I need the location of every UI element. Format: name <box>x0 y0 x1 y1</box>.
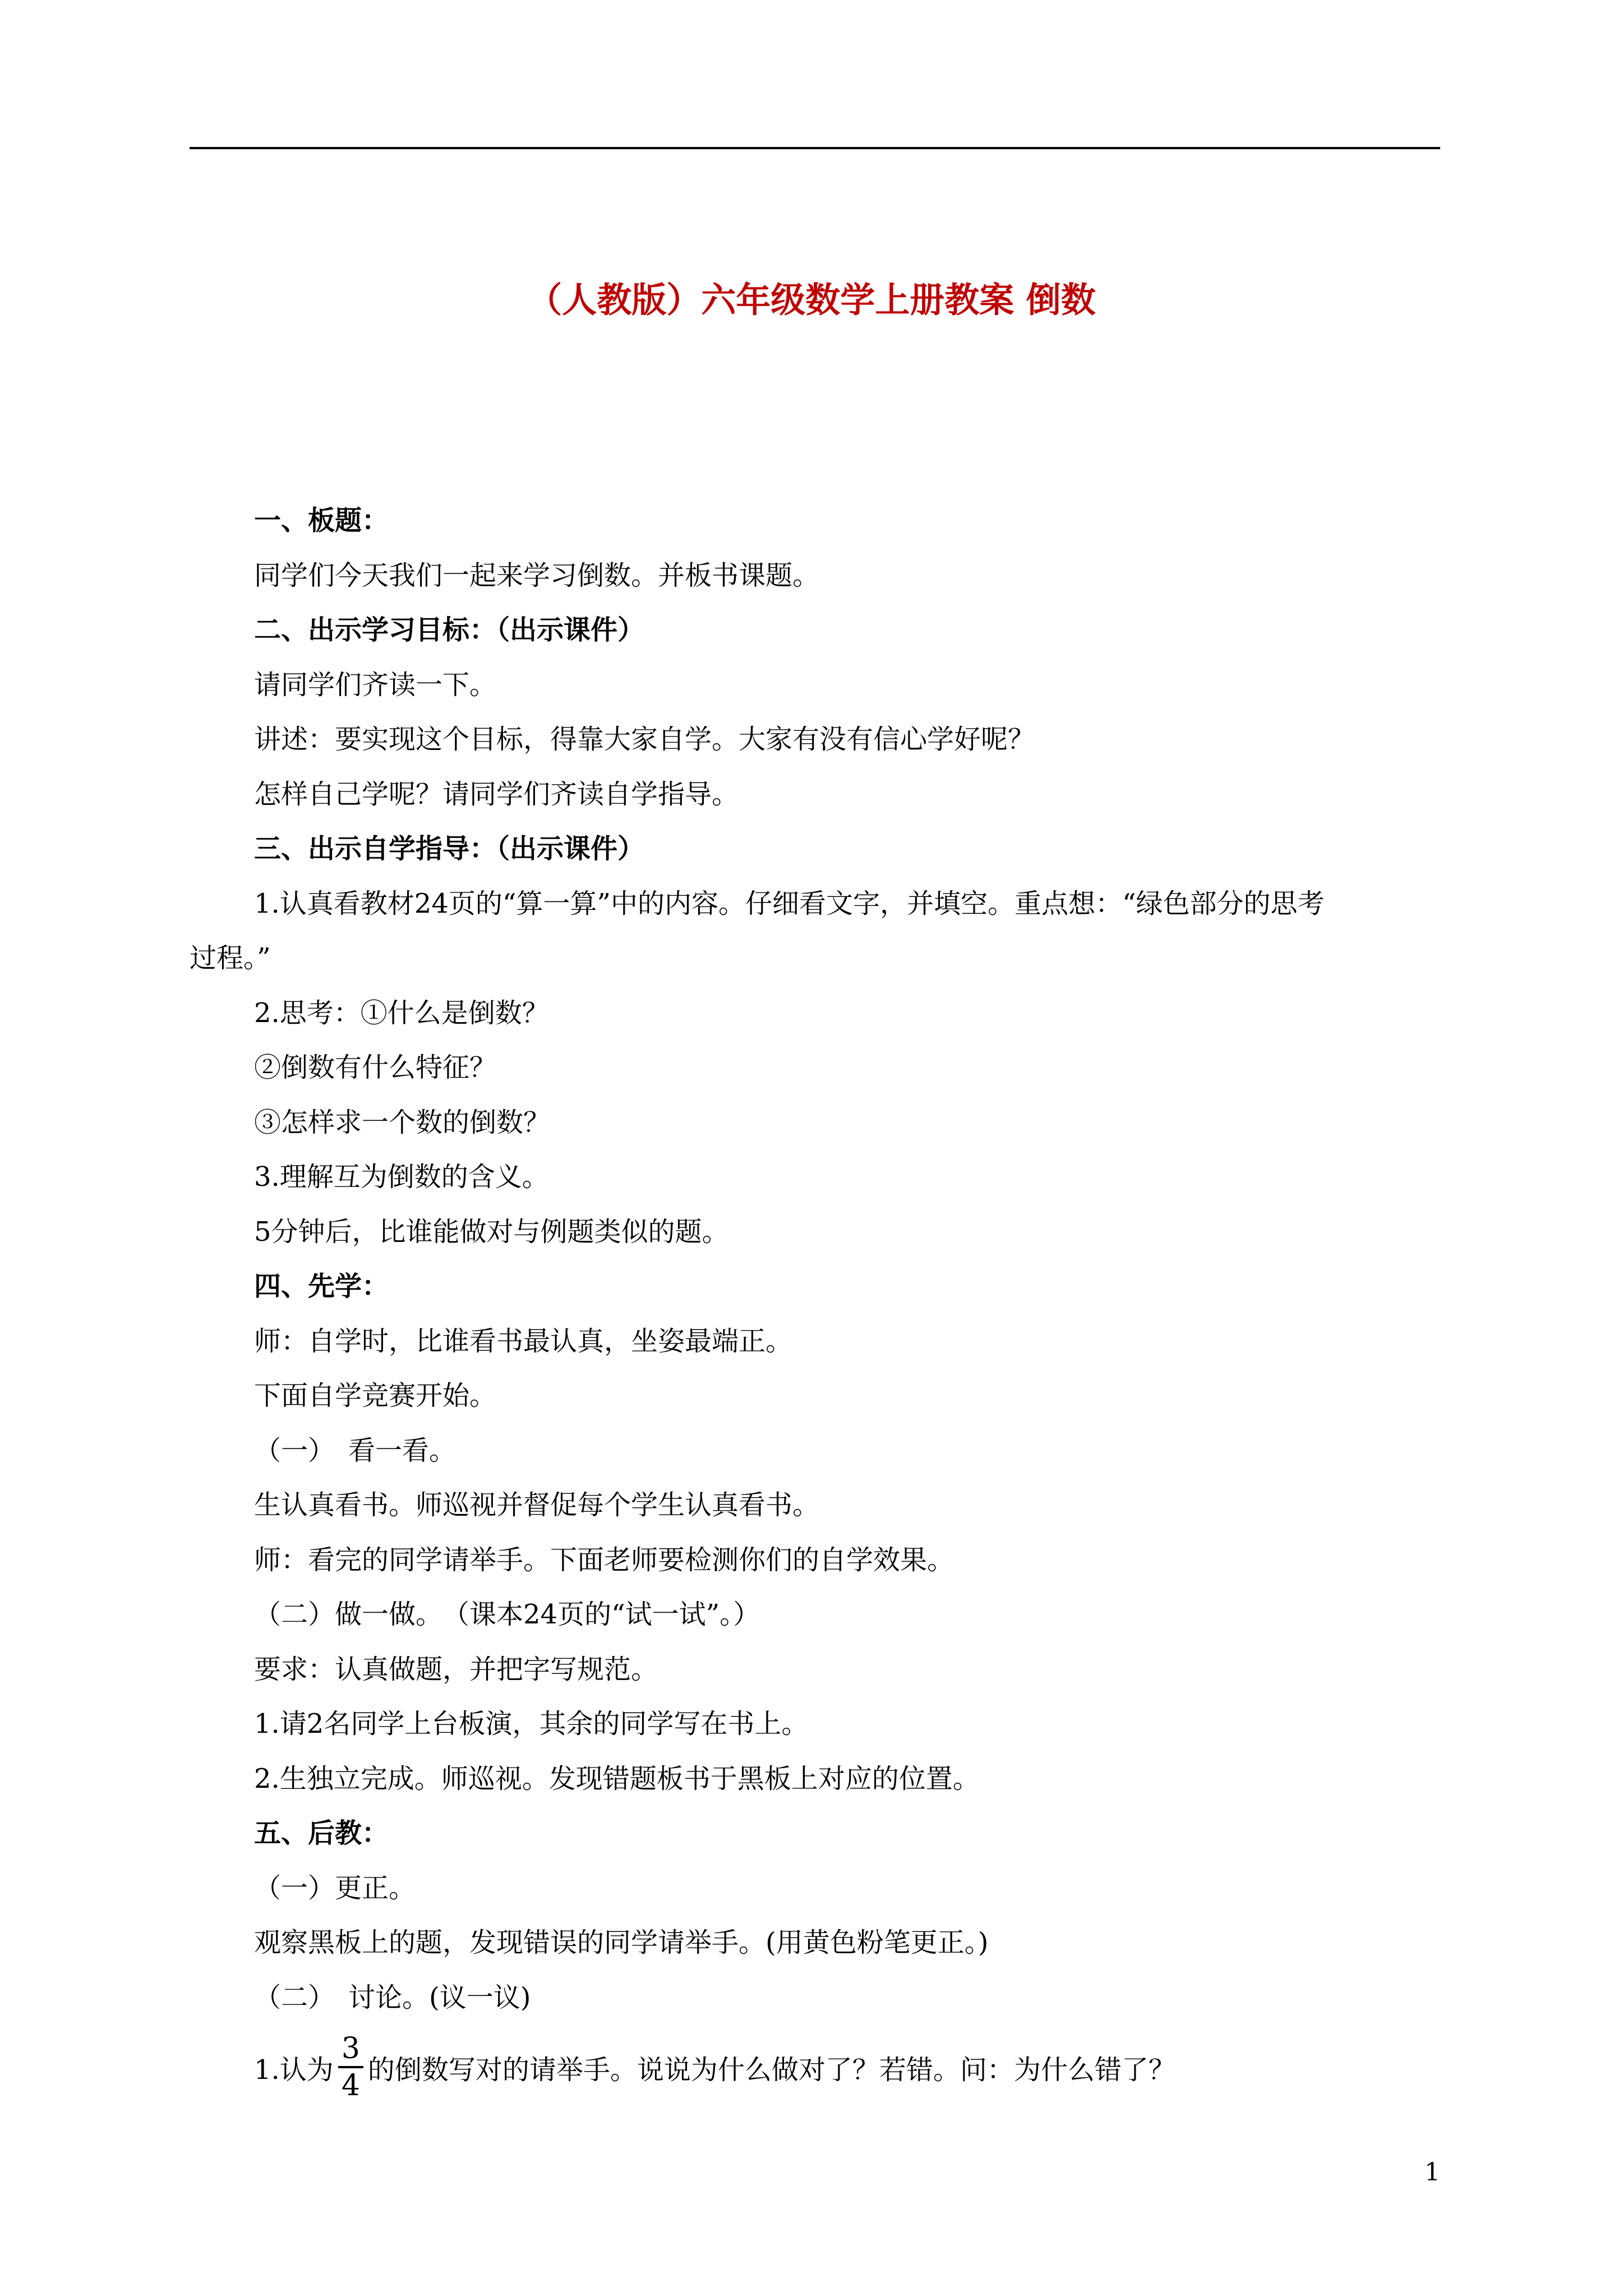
paragraph: 2.思考：①什么是倒数？ <box>254 997 549 1029</box>
wrapped-paragraph <box>190 877 1440 986</box>
paragraph: （二）做一做。 （课本24页的“试一试”。） <box>254 1599 760 1630</box>
section-heading: 二、出示学习目标：（出示课件） <box>254 614 645 646</box>
paragraph: 3.理解互为倒数的含义。 <box>254 1161 549 1193</box>
fraction-text-before: 1.认为 <box>254 2054 334 2086</box>
paragraph: 要求：认真做题，并把字写规范。 <box>254 1653 658 1685</box>
fraction <box>338 2031 363 2103</box>
paragraph: 观察黑板上的题，发现错误的同学请举手。(用黄色粉笔更正。) <box>254 1927 989 1958</box>
section-heading: 四、先学： <box>254 1271 389 1302</box>
paragraph: 同学们今天我们一起来学习倒数。并板书课题。 <box>254 559 820 591</box>
paragraph: （一） 看一看。 <box>254 1434 457 1466</box>
document-body <box>190 494 1440 2109</box>
fraction-paragraph <box>254 2025 1440 2109</box>
paragraph: 怎样自己学呢？请同学们齐读自学指导。 <box>254 778 739 810</box>
paragraph: 5分钟后，比谁能做对与例题类似的题。 <box>254 1216 729 1248</box>
paragraph: 下面自学竞赛开始。 <box>254 1380 497 1411</box>
header-rule <box>190 147 1440 149</box>
paragraph: 2.生独立完成。师巡视。发现错题板书于黑板上对应的位置。 <box>254 1763 980 1795</box>
paragraph: 生认真看书。师巡视并督促每个学生认真看书。 <box>254 1489 820 1521</box>
paragraph-line-2: 过程。” <box>190 942 271 974</box>
section-heading: 五、后教： <box>254 1818 389 1849</box>
paragraph: （二） 讨论。(议一议) <box>254 1981 531 2013</box>
paragraph: 1.请2名同学上台板演，其余的同学写在书上。 <box>254 1708 809 1740</box>
document-title: （人教版）六年级数学上册教案 倒数 <box>527 279 1096 320</box>
page-number: 1 <box>1424 2158 1440 2187</box>
paragraph-line-1: 1.认真看教材24页的“算一算”中的内容。仔细看文字，并填空。重点想：“绿色部分的思考 <box>254 887 1325 919</box>
fraction-numerator: 3 <box>338 2031 363 2068</box>
section-heading: 一、板题： <box>254 505 389 536</box>
paragraph: 讲述：要实现这个目标，得靠大家自学。大家有没有信心学好呢？ <box>254 724 1035 755</box>
paragraph: 师：自学时，比谁看书最认真，坐姿最端正。 <box>254 1325 793 1357</box>
paragraph: 师：看完的同学请举手。下面老师要检测你们的自学效果。 <box>254 1544 955 1576</box>
fraction-denominator: 4 <box>341 2069 360 2102</box>
section-heading: 三、出示自学指导：（出示课件） <box>254 833 645 864</box>
paragraph: 请同学们齐读一下。 <box>254 669 497 701</box>
paragraph: （一）更正。 <box>254 1872 416 1904</box>
paragraph: ②倒数有什么特征？ <box>254 1052 497 1083</box>
paragraph: ③怎样求一个数的倒数？ <box>254 1106 551 1138</box>
fraction-text-after: 的倒数写对的请举手。说说为什么做对了？若错。问：为什么错了？ <box>367 2054 1175 2086</box>
